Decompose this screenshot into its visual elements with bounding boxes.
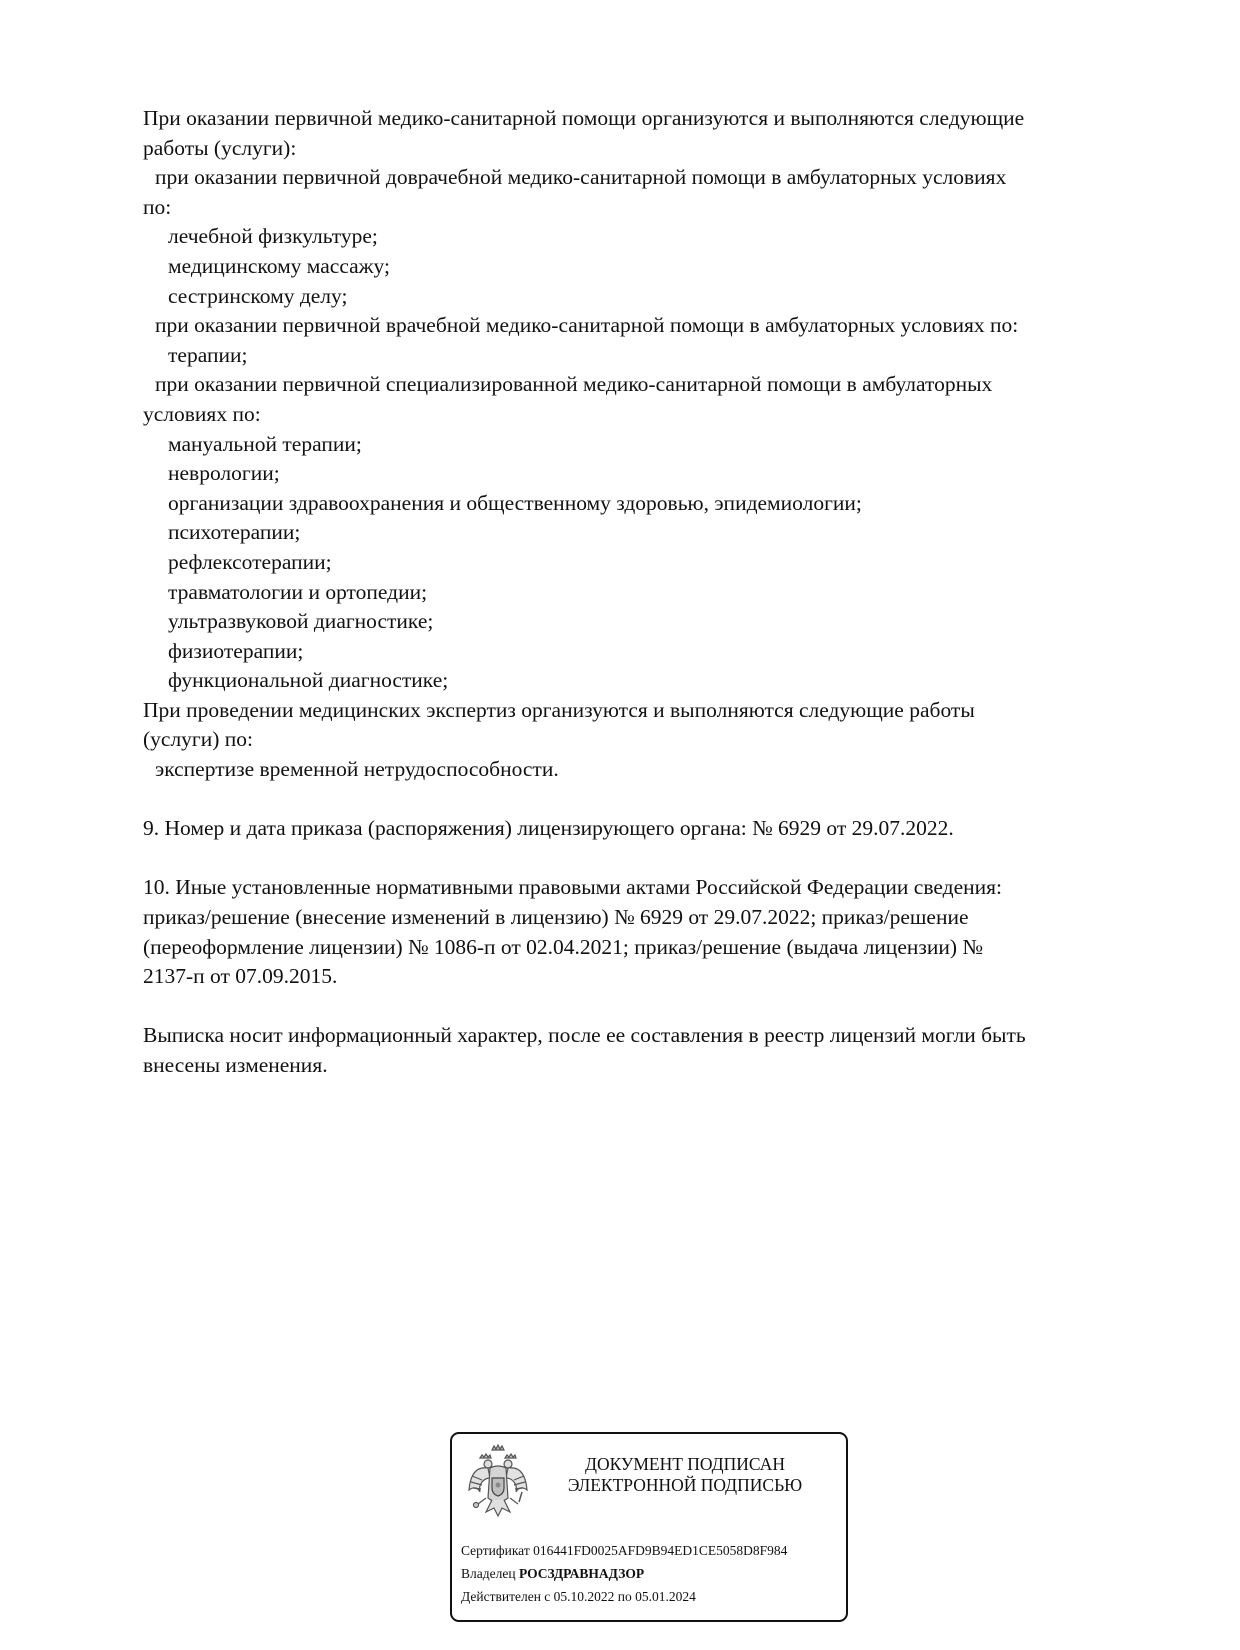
text-line: 9. Номер и дата приказа (распоряжения) лицензирующего органа: № 6929 от 29.07.2022.	[143, 816, 954, 841]
text-line: при оказании первичной доврачебной медико-санитарной помощи в амбулаторных условиях	[155, 165, 1007, 190]
certificate-line	[461, 1542, 787, 1560]
text-line: При оказании первичной медико-санитарной помощи организуются и выполняются следующие	[143, 106, 1025, 130]
paragraph-gap	[143, 844, 1153, 874]
electronic-signature-stamp	[450, 1432, 848, 1622]
text-line: (услуги) по:	[143, 727, 254, 752]
text-line: приказ/решение (внесение изменений в лицензию) № 6929 от 29.07.2022; приказ/решение	[143, 905, 969, 930]
certificate-value: 016441FD0025AFD9B94ED1CE5058D8F984	[533, 1543, 788, 1558]
text-line: При проведении медицинских экспертиз организуются и выполняются следующие работы	[143, 697, 975, 722]
text-line: работы (услуги):	[143, 135, 297, 160]
text-line: сестринскому делу;	[168, 283, 348, 308]
owner-label: Владелец	[461, 1566, 516, 1581]
text-line: ультразвуковой диагностике;	[168, 609, 434, 634]
text-line: психотерапии;	[168, 520, 301, 545]
stamp-title-line: ЭЛЕКТРОННОЙ ПОДПИСЬЮ	[567, 1475, 803, 1495]
text-line: при оказании первичной врачебной медико-санитарной помощи в амбулаторных условиях по:	[155, 313, 1019, 338]
validity-line: Действителен с 05.10.2022 по 05.01.2024	[461, 1589, 696, 1604]
text-line: организации здравоохранения и общественному здоровью, эпидемиологии;	[168, 490, 862, 515]
text-line: лечебной физкультуре;	[168, 224, 378, 249]
stamp-title	[550, 1454, 820, 1496]
text-line: рефлексотерапии;	[168, 549, 332, 574]
text-line: Выписка носит информационный характер, после ее составления в реестр лицензий могли быть	[143, 1023, 1026, 1048]
stamp-title-line: ДОКУМЕНТ ПОДПИСАН	[585, 1454, 785, 1474]
text-line: условиях по:	[143, 401, 261, 426]
text-line: 2137-п от 07.09.2015.	[143, 964, 338, 989]
owner-value: РОСЗДРАВНАДЗОР	[518, 1566, 645, 1581]
text-line: травматологии и ортопедии;	[168, 579, 428, 604]
text-line: по:	[143, 194, 172, 219]
text-line: внесены изменения.	[143, 1053, 328, 1077]
text-line: неврологии;	[168, 461, 280, 486]
text-line: 10. Иные установленные нормативными правовыми актами Российской Федерации сведения:	[143, 875, 1002, 900]
text-line: (переоформление лицензии) № 1086-п от 02.04.2021; приказ/решение (выдача лицензии) №	[143, 934, 983, 959]
text-line: мануальной терапии;	[168, 431, 362, 456]
text-line: при оказании первичной специализированной медико-санитарной помощи в амбулаторных	[155, 372, 993, 397]
text-line: физиотерапии;	[168, 638, 304, 663]
text-line: терапии;	[168, 342, 248, 367]
document-body	[143, 104, 1153, 1081]
text-line: медицинскому массажу;	[168, 253, 390, 278]
text-line: экспертизе временной нетрудоспособности.	[155, 757, 559, 782]
owner-line	[461, 1565, 644, 1583]
text-line: функциональной диагностике;	[168, 668, 449, 693]
certificate-label: Сертификат	[461, 1543, 530, 1558]
paragraph-gap	[143, 785, 1153, 815]
paragraph-gap	[143, 992, 1153, 1022]
coat-of-arms-icon	[466, 1444, 530, 1520]
